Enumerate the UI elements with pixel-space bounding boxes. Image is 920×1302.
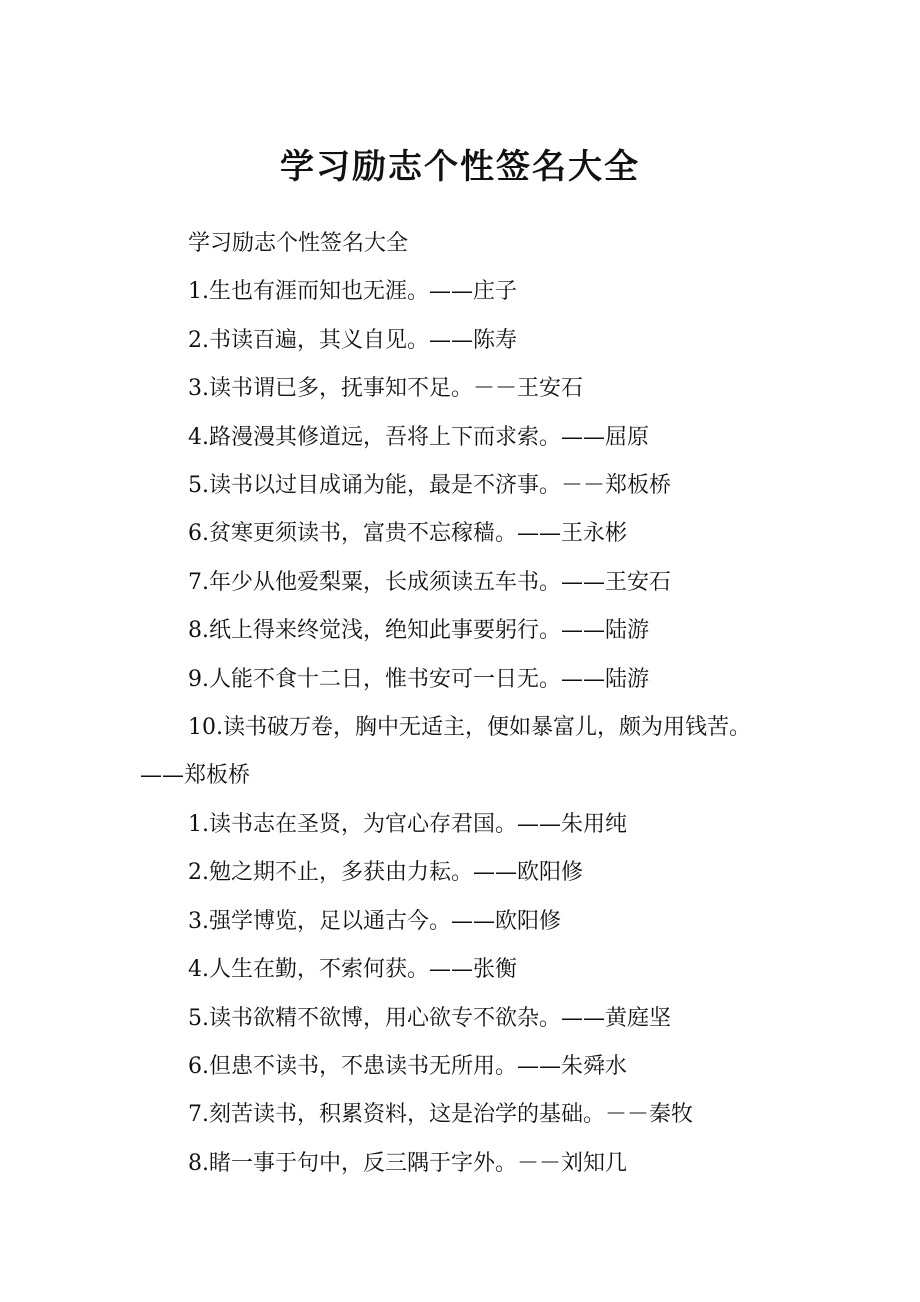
quote-item: 7.年少从他爱梨粟，长成须读五车书。——王安石 bbox=[188, 569, 671, 595]
quote-item: 2.书读百遍，其义自见。——陈寿 bbox=[188, 327, 517, 353]
quote-item: 9.人能不食十二日，惟书安可一日无。——陆游 bbox=[188, 666, 649, 692]
quote-item: 6.但患不读书，不患读书无所用。——朱舜水 bbox=[188, 1053, 627, 1079]
quote-item: 3.强学博览，足以通古今。——欧阳修 bbox=[188, 908, 561, 934]
document-title: 学习励志个性签名大全 bbox=[280, 147, 640, 187]
quote-item: 6.贫寒更须读书，富贵不忘稼穑。——王永彬 bbox=[188, 521, 627, 547]
quote-item: 4.路漫漫其修道远，吾将上下而求索。——屈原 bbox=[188, 424, 649, 450]
quote-item: 2.勉之期不止，多获由力耘。——欧阳修 bbox=[188, 860, 583, 886]
quote-item: 3.读书谓已多，抚事知不足。－－王安石 bbox=[188, 376, 583, 402]
quote-list bbox=[140, 268, 785, 1188]
quote-item: 5.读书以过目成诵为能，最是不济事。－－郑板桥 bbox=[188, 473, 671, 499]
intro-paragraph: 学习励志个性签名大全 bbox=[188, 231, 409, 256]
document-body bbox=[140, 220, 785, 1188]
quote-item: 8.睹一事于句中，反三隅于字外。－－刘知几 bbox=[188, 1150, 627, 1176]
quote-item: 8.纸上得来终觉浅，绝知此事要躬行。——陆游 bbox=[188, 618, 649, 644]
quote-item: 10.读书破万卷，胸中无适主，便如暴富儿，颇为用钱苦。——郑板桥 bbox=[140, 715, 751, 789]
quote-item: 4.人生在勤，不索何获。——张衡 bbox=[188, 957, 517, 983]
quote-item: 7.刻苦读书，积累资料，这是治学的基础。－－秦牧 bbox=[188, 1102, 693, 1128]
quote-item: 1.生也有涯而知也无涯。——庄子 bbox=[188, 279, 517, 305]
quote-item: 1.读书志在圣贤，为官心存君国。——朱用纯 bbox=[188, 811, 627, 837]
quote-item: 5.读书欲精不欲博，用心欲专不欲杂。——黄庭坚 bbox=[188, 1005, 671, 1031]
